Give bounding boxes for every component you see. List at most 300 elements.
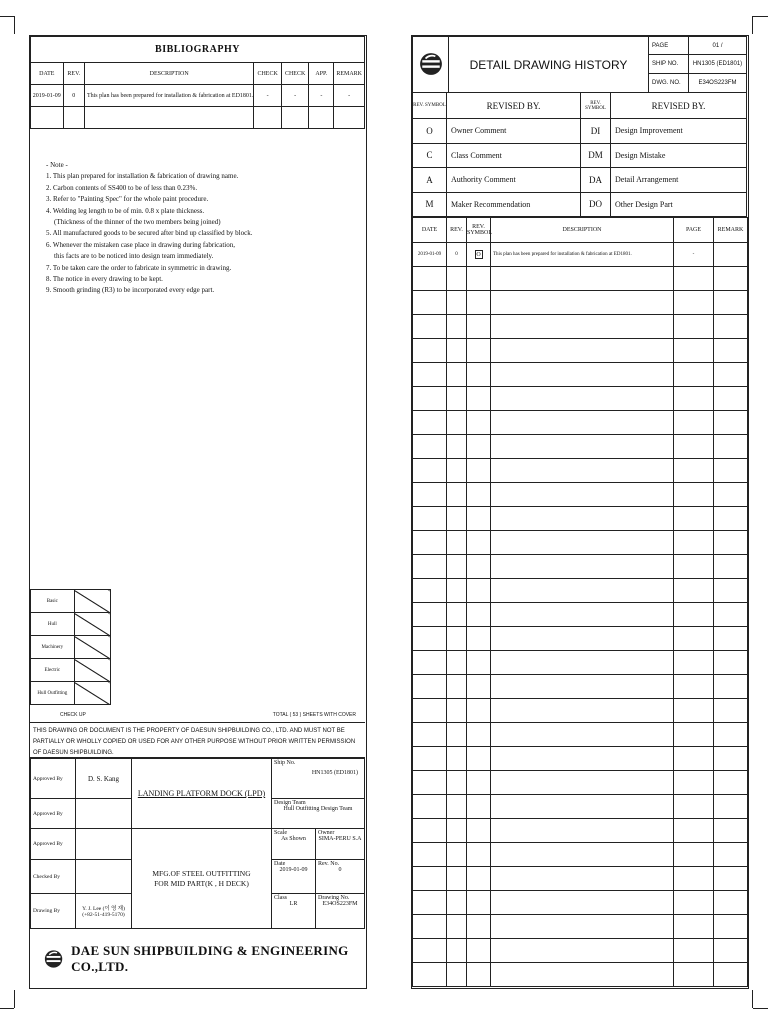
empty-cell bbox=[413, 603, 447, 627]
empty-cell bbox=[447, 867, 467, 891]
col-header-description: DESCRIPTION bbox=[491, 218, 674, 243]
drawing-by-phone: (+82-51-419-5170) bbox=[82, 912, 125, 918]
row-remark bbox=[714, 243, 748, 267]
ship-no-cell bbox=[272, 759, 365, 799]
empty-cell bbox=[491, 723, 674, 747]
empty-cell bbox=[674, 843, 714, 867]
rev-no-label: Rev. No. bbox=[318, 861, 340, 867]
empty-table-row bbox=[413, 555, 748, 579]
empty-cell bbox=[491, 363, 674, 387]
empty-cell bbox=[714, 315, 748, 339]
empty-cell bbox=[674, 747, 714, 771]
empty-cell bbox=[413, 867, 447, 891]
note-line: 4. Welding leg length to be of min. 0.8 x plate thickness. bbox=[46, 206, 205, 215]
empty-cell bbox=[413, 483, 447, 507]
drawing-subtitle-cell bbox=[132, 829, 272, 929]
page-value: 01 / bbox=[689, 37, 747, 55]
col-header-page: PAGE bbox=[674, 218, 714, 243]
col-header-rev: REV. bbox=[447, 218, 467, 243]
empty-cell bbox=[674, 771, 714, 795]
empty-cell bbox=[447, 579, 467, 603]
empty-cell bbox=[447, 939, 467, 963]
empty-cell bbox=[447, 699, 467, 723]
row-check: - bbox=[254, 85, 281, 107]
empty-cell bbox=[413, 363, 447, 387]
drawing-by-cell bbox=[76, 894, 132, 929]
empty-cell bbox=[467, 603, 491, 627]
empty-cell bbox=[714, 891, 748, 915]
empty-cell bbox=[674, 603, 714, 627]
empty-cell bbox=[491, 315, 674, 339]
empty-table-row bbox=[413, 747, 748, 771]
empty-cell bbox=[467, 747, 491, 771]
checked-by-label: Checked By bbox=[31, 860, 76, 894]
empty-cell bbox=[491, 819, 674, 843]
logo-cell bbox=[413, 37, 449, 93]
empty-cell bbox=[467, 843, 491, 867]
empty-cell bbox=[467, 675, 491, 699]
empty-cell bbox=[413, 747, 447, 771]
dept-check-cell bbox=[74, 636, 110, 659]
approved-by-name: D. S. Kang bbox=[76, 759, 132, 799]
empty-cell bbox=[467, 771, 491, 795]
empty-cell bbox=[447, 531, 467, 555]
rev-no-value: 0 bbox=[338, 867, 342, 873]
empty-cell bbox=[674, 963, 714, 987]
rev-code-label: Authority Comment bbox=[447, 168, 581, 193]
empty-cell bbox=[413, 627, 447, 651]
empty-cell bbox=[413, 531, 447, 555]
empty-cell bbox=[491, 267, 674, 291]
empty-table-row bbox=[413, 723, 748, 747]
empty-cell bbox=[674, 291, 714, 315]
approved-by-label: Approved By bbox=[31, 759, 76, 799]
empty-table-row bbox=[413, 291, 748, 315]
row-date: 2019-01-09 bbox=[31, 85, 64, 107]
empty-cell bbox=[413, 915, 447, 939]
empty-cell bbox=[674, 723, 714, 747]
company-footer bbox=[30, 928, 365, 988]
crop-mark bbox=[14, 990, 15, 1008]
drawing-subtitle-2: FOR MID PART(K , H DECK) bbox=[154, 878, 249, 888]
empty-table-row bbox=[413, 315, 748, 339]
empty-cell bbox=[491, 291, 674, 315]
note-line: 9. Smooth grinding (R3) to be incorporated every edge part. bbox=[46, 286, 215, 295]
empty-cell bbox=[714, 771, 748, 795]
empty-cell bbox=[447, 891, 467, 915]
empty-cell bbox=[467, 339, 491, 363]
empty-cell bbox=[467, 483, 491, 507]
rev-code-label: Design Mistake bbox=[611, 143, 747, 168]
bibliography-table bbox=[30, 36, 365, 129]
note-line: 1. This plan prepared for installation & fabrication of drawing name. bbox=[46, 172, 239, 181]
empty-table-row bbox=[413, 267, 748, 291]
rev-code: DI bbox=[581, 119, 611, 144]
rev-code: DM bbox=[581, 143, 611, 168]
empty-cell bbox=[467, 507, 491, 531]
empty-cell bbox=[447, 963, 467, 987]
empty-cell bbox=[491, 915, 674, 939]
row-rev: 0 bbox=[63, 85, 84, 107]
empty-cell bbox=[413, 651, 447, 675]
empty-cell bbox=[413, 675, 447, 699]
empty-cell bbox=[491, 747, 674, 771]
empty-cell bbox=[714, 531, 748, 555]
check-up-label: CHECK UP bbox=[60, 712, 86, 718]
empty-table-row bbox=[413, 627, 748, 651]
empty-cell bbox=[674, 387, 714, 411]
empty-table-row bbox=[413, 771, 748, 795]
empty-table-row bbox=[413, 843, 748, 867]
empty-cell bbox=[674, 675, 714, 699]
rev-code-label: Owner Comment bbox=[447, 119, 581, 144]
dept-label: Electric bbox=[31, 659, 75, 682]
class-label: Class bbox=[274, 895, 288, 901]
empty-cell bbox=[467, 651, 491, 675]
empty-table-row bbox=[413, 435, 748, 459]
empty-cell bbox=[467, 363, 491, 387]
empty-cell bbox=[413, 315, 447, 339]
empty-cell bbox=[491, 675, 674, 699]
empty-cell bbox=[674, 459, 714, 483]
empty-cell bbox=[674, 627, 714, 651]
empty-cell bbox=[467, 819, 491, 843]
empty-cell bbox=[467, 579, 491, 603]
ship-no-value: HN1305 (ED1801) bbox=[689, 55, 747, 74]
empty-cell bbox=[491, 387, 674, 411]
empty-cell bbox=[447, 459, 467, 483]
revised-by-header: REVISED BY. bbox=[611, 93, 747, 119]
empty-cell bbox=[491, 411, 674, 435]
empty-cell bbox=[447, 627, 467, 651]
empty-cell bbox=[491, 531, 674, 555]
empty-cell bbox=[467, 531, 491, 555]
empty-cell bbox=[674, 867, 714, 891]
drawing-title: LANDING PLATFORM DOCK (LPD) bbox=[132, 759, 272, 829]
empty-cell bbox=[413, 291, 447, 315]
empty-cell bbox=[413, 507, 447, 531]
empty-cell bbox=[714, 723, 748, 747]
empty-cell bbox=[714, 459, 748, 483]
empty-cell bbox=[413, 723, 447, 747]
approved-by-label: Approved By bbox=[31, 829, 76, 860]
approved-by-label: Approved By bbox=[31, 799, 76, 829]
owner-cell bbox=[316, 829, 365, 860]
empty-cell bbox=[674, 651, 714, 675]
design-team-cell bbox=[272, 799, 365, 829]
empty-cell bbox=[413, 339, 447, 363]
row-check: - bbox=[281, 85, 308, 107]
empty-cell bbox=[447, 723, 467, 747]
dept-check-cell bbox=[74, 682, 110, 705]
rev-code-label: Design Improvement bbox=[611, 119, 747, 144]
history-sheet bbox=[411, 35, 749, 989]
empty-cell bbox=[491, 435, 674, 459]
empty-cell bbox=[491, 843, 674, 867]
empty-cell bbox=[491, 603, 674, 627]
empty-table-row bbox=[413, 939, 748, 963]
notes-block bbox=[46, 160, 356, 297]
empty-cell bbox=[714, 915, 748, 939]
dwg-no-value: E34OS223FM bbox=[689, 74, 747, 93]
note-line: this facts are to be noticed into design team immediately. bbox=[54, 252, 214, 261]
empty-table-row bbox=[413, 891, 748, 915]
col-header-app: APP. bbox=[309, 63, 334, 85]
empty-cell bbox=[491, 483, 674, 507]
dept-label: Machinery bbox=[31, 636, 75, 659]
note-line: - Note - bbox=[46, 161, 68, 169]
empty-cell bbox=[447, 819, 467, 843]
empty-table-row bbox=[413, 867, 748, 891]
empty-cell bbox=[413, 579, 447, 603]
col-header-date: DATE bbox=[413, 218, 447, 243]
empty-cell bbox=[447, 771, 467, 795]
empty-table-row bbox=[413, 579, 748, 603]
empty-cell bbox=[714, 267, 748, 291]
dept-label: Hull Outfitting bbox=[31, 682, 75, 705]
revision-code-table bbox=[412, 92, 747, 217]
empty-cell bbox=[714, 363, 748, 387]
approved-by-empty bbox=[76, 799, 132, 829]
empty-cell bbox=[467, 795, 491, 819]
col-header-remark: REMARK bbox=[714, 218, 748, 243]
approved-by-empty bbox=[76, 829, 132, 860]
history-table bbox=[412, 217, 748, 987]
empty-cell bbox=[674, 411, 714, 435]
row-symbol: O bbox=[476, 252, 481, 258]
empty-cell bbox=[491, 963, 674, 987]
rev-symbol-header: REV. SYMBOL bbox=[413, 93, 447, 119]
empty-cell bbox=[674, 795, 714, 819]
empty-table-row bbox=[413, 819, 748, 843]
empty-table-row bbox=[413, 963, 748, 987]
empty-cell bbox=[714, 627, 748, 651]
empty-cell bbox=[714, 435, 748, 459]
empty-cell bbox=[467, 867, 491, 891]
empty-cell bbox=[467, 723, 491, 747]
empty-cell bbox=[447, 555, 467, 579]
empty-cell bbox=[491, 555, 674, 579]
empty-cell bbox=[674, 939, 714, 963]
empty-cell bbox=[447, 315, 467, 339]
empty-cell bbox=[491, 651, 674, 675]
empty-table-row bbox=[413, 651, 748, 675]
company-name: DAE SUN SHIPBUILDING & ENGINEERING CO.,LTD. bbox=[71, 942, 349, 974]
empty-cell bbox=[447, 363, 467, 387]
empty-cell bbox=[674, 579, 714, 603]
note-line: 3. Refer to "Painting Spec" for the whole paint procedure. bbox=[46, 195, 209, 204]
empty-cell bbox=[413, 411, 447, 435]
empty-table-row bbox=[413, 699, 748, 723]
dept-label: Hull bbox=[31, 613, 75, 636]
empty-table-row bbox=[413, 531, 748, 555]
note-line: 2. Carbon contents of SS400 to be of less than 0.23%. bbox=[46, 183, 198, 192]
date-cell bbox=[272, 860, 316, 894]
rev-code: C bbox=[413, 143, 447, 168]
empty-cell bbox=[674, 819, 714, 843]
cover-sheet bbox=[29, 35, 367, 989]
rev-code: M bbox=[413, 192, 447, 217]
empty-cell bbox=[674, 531, 714, 555]
ship-no-label: Ship No. bbox=[274, 760, 296, 766]
department-check-table bbox=[30, 589, 111, 705]
empty-cell bbox=[714, 387, 748, 411]
empty-table-row bbox=[413, 411, 748, 435]
empty-cell bbox=[413, 555, 447, 579]
empty-cell bbox=[674, 555, 714, 579]
class-cell bbox=[272, 894, 316, 929]
empty-cell bbox=[714, 339, 748, 363]
empty-cell bbox=[714, 411, 748, 435]
empty-table-row bbox=[413, 387, 748, 411]
dept-label: Basic bbox=[31, 590, 75, 613]
empty-cell bbox=[467, 627, 491, 651]
empty-cell bbox=[447, 795, 467, 819]
col-header-date: DATE bbox=[31, 63, 64, 85]
row-symbol-cell bbox=[467, 243, 491, 267]
empty-cell bbox=[447, 483, 467, 507]
empty-cell bbox=[467, 387, 491, 411]
empty-cell bbox=[413, 819, 447, 843]
empty-cell bbox=[447, 747, 467, 771]
rev-code: DO bbox=[581, 192, 611, 217]
note-line: 8. The notice in every drawing to be kept. bbox=[46, 275, 163, 284]
empty-cell bbox=[714, 699, 748, 723]
crop-mark bbox=[752, 990, 753, 1008]
empty-cell bbox=[447, 387, 467, 411]
rev-code-label: Other Design Part bbox=[611, 192, 747, 217]
drawing-by-label: Drawing By bbox=[31, 894, 76, 929]
empty-cell bbox=[674, 363, 714, 387]
bibliography-title: BIBLIOGRAPHY bbox=[31, 37, 365, 63]
empty-cell bbox=[491, 459, 674, 483]
empty-cell bbox=[674, 699, 714, 723]
ship-no-value: HN1305 (ED1801) bbox=[311, 770, 358, 776]
empty-cell bbox=[491, 339, 674, 363]
company-logo-icon bbox=[419, 52, 443, 76]
history-header bbox=[412, 36, 747, 93]
col-header-check: CHECK bbox=[281, 63, 308, 85]
empty-cell bbox=[413, 939, 447, 963]
empty-cell bbox=[467, 459, 491, 483]
empty-cell bbox=[674, 435, 714, 459]
empty-cell bbox=[714, 867, 748, 891]
history-title: DETAIL DRAWING HISTORY bbox=[449, 37, 649, 93]
empty-cell bbox=[447, 435, 467, 459]
table-row bbox=[31, 107, 365, 129]
empty-cell bbox=[413, 435, 447, 459]
empty-cell bbox=[674, 315, 714, 339]
company-logo-icon bbox=[44, 948, 63, 970]
empty-cell bbox=[467, 555, 491, 579]
ship-no-label: SHIP NO. bbox=[649, 55, 689, 74]
col-header-check: CHECK bbox=[254, 63, 281, 85]
crop-mark bbox=[753, 1008, 768, 1009]
empty-table-row bbox=[413, 675, 748, 699]
row-description: This plan has been prepared for installation & fabrication at ED1801. bbox=[491, 243, 674, 267]
empty-cell bbox=[413, 771, 447, 795]
empty-cell bbox=[413, 387, 447, 411]
owner-label: Owner bbox=[318, 830, 335, 836]
empty-cell bbox=[467, 939, 491, 963]
empty-table-row bbox=[413, 603, 748, 627]
note-line: (Thickness of the thinner of the two members being joined) bbox=[54, 218, 221, 227]
row-rev: 0 bbox=[447, 243, 467, 267]
rev-symbol-header: REV. SYMBOL bbox=[581, 93, 611, 119]
crop-mark bbox=[14, 16, 15, 34]
empty-cell bbox=[413, 891, 447, 915]
empty-cell bbox=[491, 627, 674, 651]
note-line: 6. Whenever the mistaken case place in drawing during fabrication, bbox=[46, 240, 235, 249]
empty-cell bbox=[413, 267, 447, 291]
empty-cell bbox=[413, 963, 447, 987]
drawing-by-name: Y. J. Lee (이 영 재) bbox=[82, 906, 125, 912]
drawing-no-value: E34OS223FM bbox=[322, 901, 358, 907]
empty-cell bbox=[714, 291, 748, 315]
empty-cell bbox=[467, 267, 491, 291]
empty-cell bbox=[714, 795, 748, 819]
drawing-no-cell bbox=[316, 894, 365, 929]
crop-mark bbox=[752, 16, 753, 34]
date-value: 2019-01-09 bbox=[279, 867, 308, 873]
empty-table-row bbox=[413, 483, 748, 507]
page-label: PAGE bbox=[649, 37, 689, 55]
empty-cell bbox=[467, 315, 491, 339]
empty-cell bbox=[447, 843, 467, 867]
rev-code-label: Maker Recommendation bbox=[447, 192, 581, 217]
empty-cell bbox=[447, 411, 467, 435]
empty-cell bbox=[447, 915, 467, 939]
empty-cell bbox=[714, 939, 748, 963]
dept-check-cell bbox=[74, 590, 110, 613]
dept-check-cell bbox=[74, 659, 110, 682]
empty-cell bbox=[467, 699, 491, 723]
empty-cell bbox=[447, 507, 467, 531]
scale-cell bbox=[272, 829, 316, 860]
empty-cell bbox=[467, 915, 491, 939]
empty-cell bbox=[447, 603, 467, 627]
scale-value: As Shown bbox=[281, 836, 306, 842]
empty-cell bbox=[447, 675, 467, 699]
class-value: LR bbox=[289, 901, 298, 907]
dept-check-cell bbox=[74, 613, 110, 636]
empty-cell bbox=[714, 579, 748, 603]
empty-cell bbox=[413, 699, 447, 723]
empty-cell bbox=[491, 867, 674, 891]
empty-cell bbox=[714, 819, 748, 843]
title-block bbox=[30, 758, 365, 929]
empty-cell bbox=[674, 483, 714, 507]
empty-cell bbox=[714, 675, 748, 699]
crop-mark bbox=[0, 16, 14, 17]
design-team-label: Design Team bbox=[274, 800, 306, 806]
row-app: - bbox=[309, 85, 334, 107]
empty-cell bbox=[491, 579, 674, 603]
revised-by-header: REVISED BY. bbox=[447, 93, 581, 119]
empty-cell bbox=[714, 555, 748, 579]
rev-code: A bbox=[413, 168, 447, 193]
empty-cell bbox=[491, 699, 674, 723]
empty-cell bbox=[714, 483, 748, 507]
rev-no-cell bbox=[316, 860, 365, 894]
table-row bbox=[413, 243, 748, 267]
empty-cell bbox=[447, 291, 467, 315]
empty-cell bbox=[491, 891, 674, 915]
col-header-description: DESCRIPTION bbox=[84, 63, 253, 85]
empty-cell bbox=[491, 795, 674, 819]
empty-cell bbox=[467, 411, 491, 435]
empty-cell bbox=[674, 267, 714, 291]
